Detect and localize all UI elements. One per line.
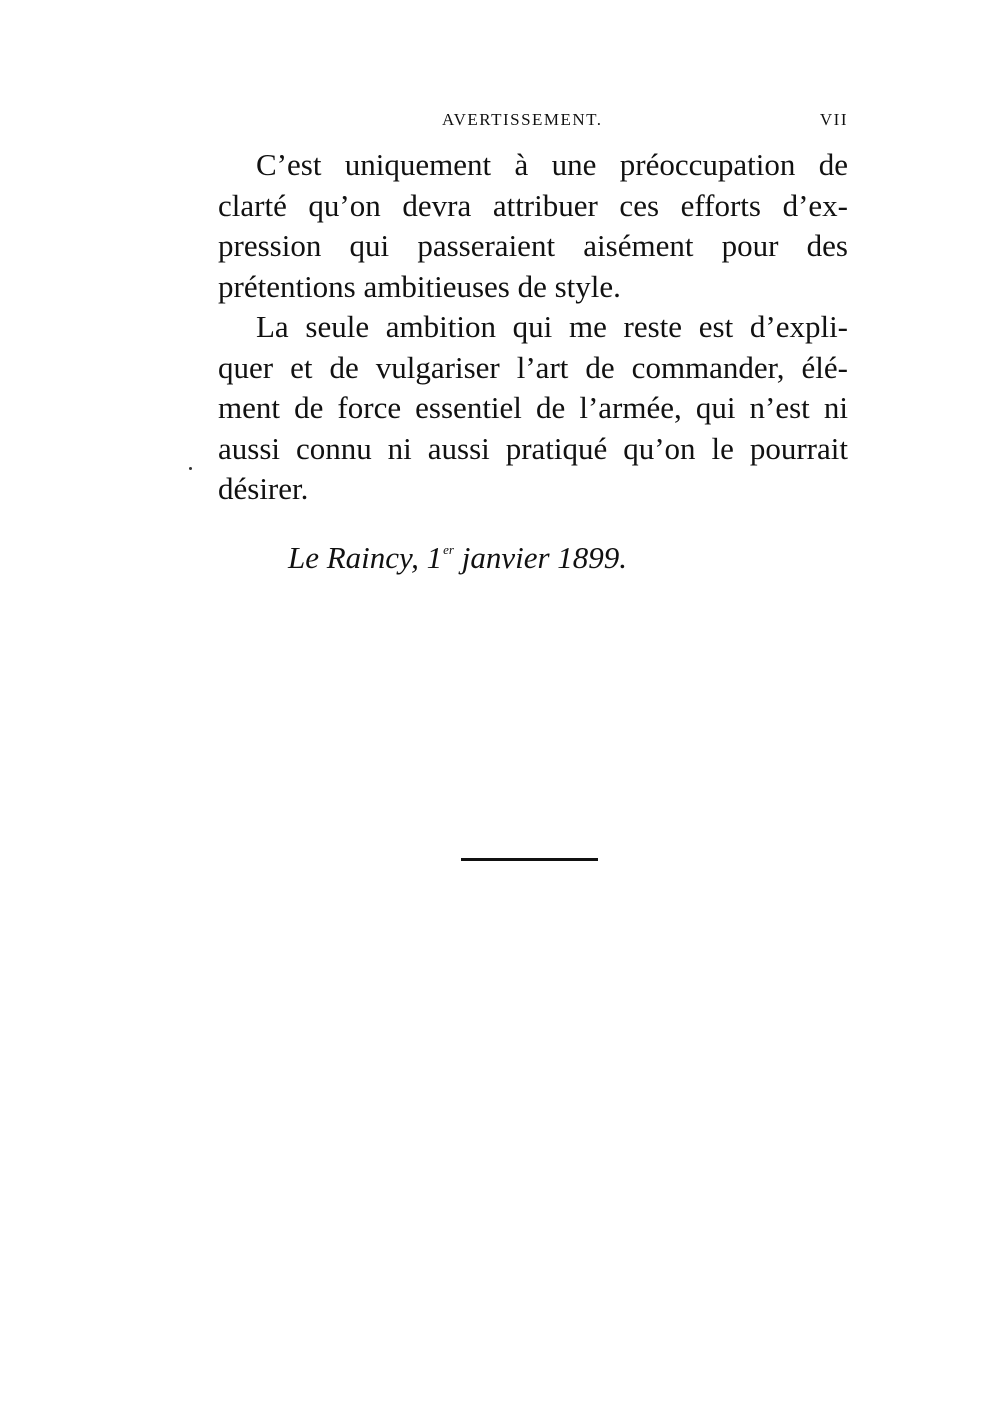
signature-day: 1 xyxy=(426,540,443,575)
text-line: quer et de vulgariser l’art de commander, élé- xyxy=(218,349,848,385)
text-line: ment de force essentiel de l’armée, qui n’est ni xyxy=(218,390,848,425)
ink-speck xyxy=(189,467,192,470)
text-line: clarté qu’on devra attribuer ces efforts d’ex- xyxy=(218,187,848,223)
running-title: AVERTISSEMENT. xyxy=(442,110,603,129)
text-line: pression qui passeraient aisément pour des xyxy=(218,228,848,263)
end-rule xyxy=(461,858,598,861)
signature-dateline xyxy=(288,540,627,576)
running-head xyxy=(218,110,850,136)
paragraph-2 xyxy=(218,307,848,510)
text-line: C’est uniquement à une préoccupation de xyxy=(256,147,848,182)
text-line: désirer. xyxy=(218,471,309,506)
signature-date: janvier 1899. xyxy=(461,540,628,575)
paragraph-1 xyxy=(218,145,848,307)
page-number: VII xyxy=(819,110,848,129)
signature-day-suffix: er xyxy=(443,542,454,557)
signature-place: Le Raincy, xyxy=(288,540,419,575)
body-text xyxy=(218,145,848,510)
text-line: aussi connu ni aussi pratiqué qu’on le pourrait xyxy=(218,430,848,466)
text-line: prétentions ambitieuses de style. xyxy=(218,268,621,304)
text-line: La seule ambition qui me reste est d’expli- xyxy=(256,309,848,344)
